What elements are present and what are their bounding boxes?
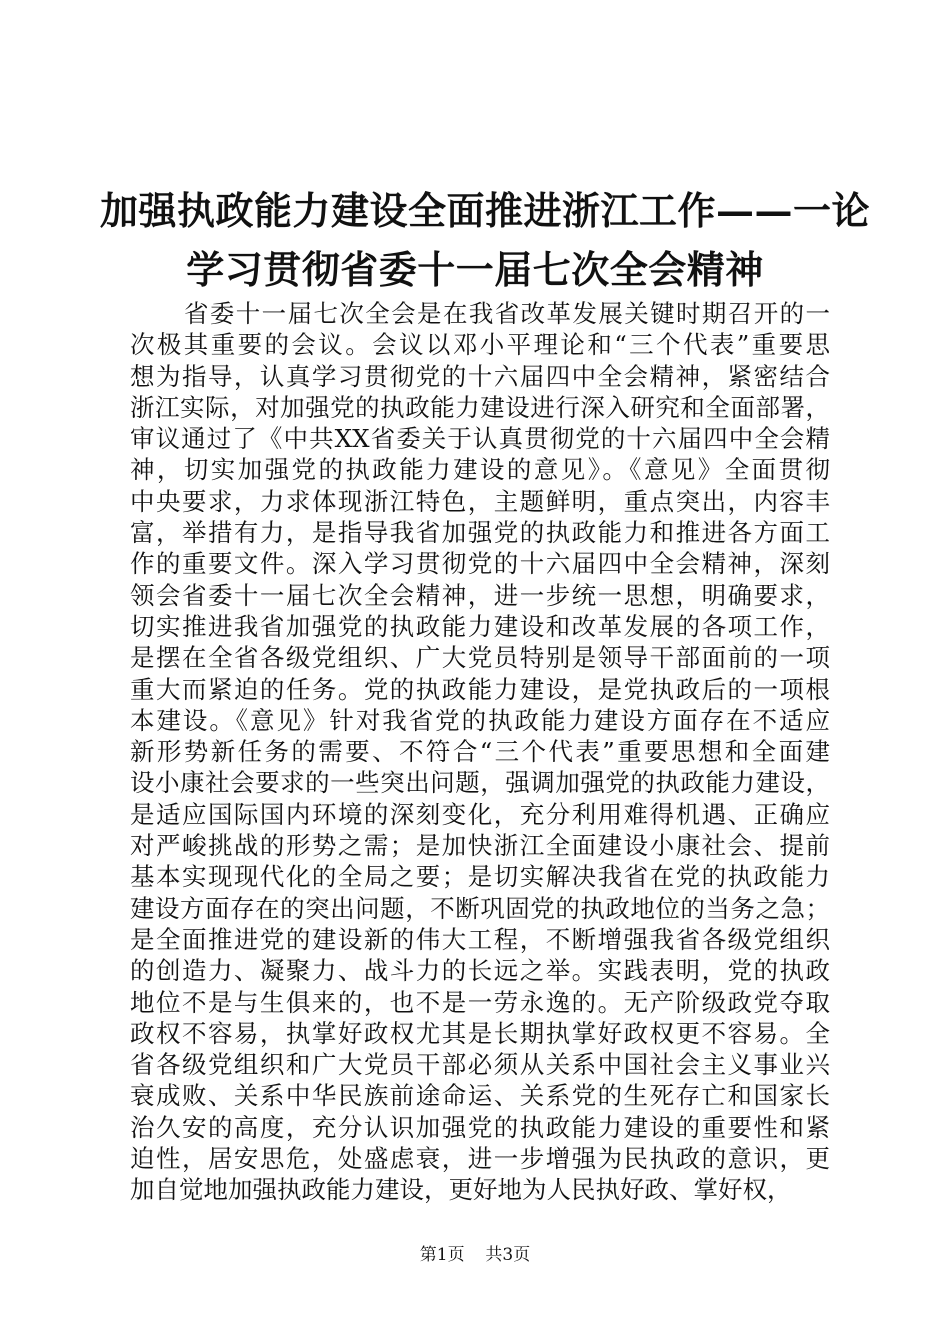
body-line: 次极其重要的会议。会议以邓小平理论和“三个代表”重要思 [130,330,830,360]
body-line: 设小康社会要求的一些突出问题，强调加强党的执政能力建设， [130,768,830,798]
body-line: 领会省委十一届七次全会精神，进一步统一思想，明确要求， [130,580,830,610]
body-line: 加自觉地加强执政能力建设，更好地为人民执好政、掌好权， [130,1175,792,1205]
body-line: 是适应国际国内环境的深刻变化，充分利用难得机遇、正确应 [130,799,830,829]
body-line: 浙江实际，对加强党的执政能力建设进行深入研究和全面部署， [130,392,830,422]
body-line: 审议通过了《中共XX省委关于认真贯彻党的十六届四中全会精 [130,424,830,454]
body-line: 治久安的高度，充分认识加强党的执政能力建设的重要性和紧 [130,1112,830,1142]
body-line: 重大而紧迫的任务。党的执政能力建设，是党执政后的一项根 [130,674,830,704]
page-footer [0,1244,950,1266]
body-line: 作的重要文件。深入学习贯彻党的十六届四中全会精神，深刻 [130,549,830,579]
page-number: 第1页 [419,1245,465,1265]
body-line: 中央要求，力求体现浙江特色，主题鲜明，重点突出，内容丰 [130,486,830,516]
body-line: 对严峻挑战的形势之需；是加快浙江全面建设小康社会、提前 [130,831,830,861]
body-line: 新形势新任务的需要、不符合“三个代表”重要思想和全面建 [130,737,830,767]
document-title-line-2: 学习贯彻省委十一届七次全会精神 [186,247,764,292]
body-line: 迫性，居安思危，处盛虑衰，进一步增强为民执政的意识，更 [130,1144,830,1174]
body-line: 神，切实加强党的执政能力建设的意见》。《意见》全面贯彻 [130,455,830,485]
body-line: 富，举措有力，是指导我省加强党的执政能力和推进各方面工 [130,518,830,548]
body-line: 切实推进我省加强党的执政能力建设和改革发展的各项工作， [130,611,830,641]
document-title-line-1: 加强执政能力建设全面推进浙江工作——一论 [100,188,871,233]
body-line: 衰成败、关系中华民族前途命运、关系党的生死存亡和国家长 [130,1081,830,1111]
body-line: 的创造力、凝聚力、战斗力的长远之举。实践表明，党的执政 [130,956,830,986]
body-line: 地位不是与生俱来的，也不是一劳永逸的。无产阶级政党夺取 [130,987,830,1017]
body-line: 想为指导，认真学习贯彻党的十六届四中全会精神，紧密结合 [130,361,830,391]
body-line: 是摆在全省各级党组织、广大党员特别是领导干部面前的一项 [130,643,830,673]
body-line: 基本实现现代化的全局之要；是切实解决我省在党的执政能力 [130,862,830,892]
page-total: 共3页 [485,1245,531,1265]
body-line: 本建设。《意见》针对我省党的执政能力建设方面存在不适应 [130,705,830,735]
body-line: 政权不容易，执掌好政权尤其是长期执掌好政权更不容易。全 [130,1018,830,1048]
body-line: 省委十一届七次全会是在我省改革发展关键时期召开的一 [184,299,830,328]
document-body [130,298,830,1206]
body-line: 建设方面存在的突出问题，不断巩固党的执政地位的当务之急； [130,893,830,923]
body-line: 是全面推进党的建设新的伟大工程，不断增强我省各级党组织 [130,924,830,954]
body-line: 省各级党组织和广大党员干部必须从关系中国社会主义事业兴 [130,1050,830,1080]
